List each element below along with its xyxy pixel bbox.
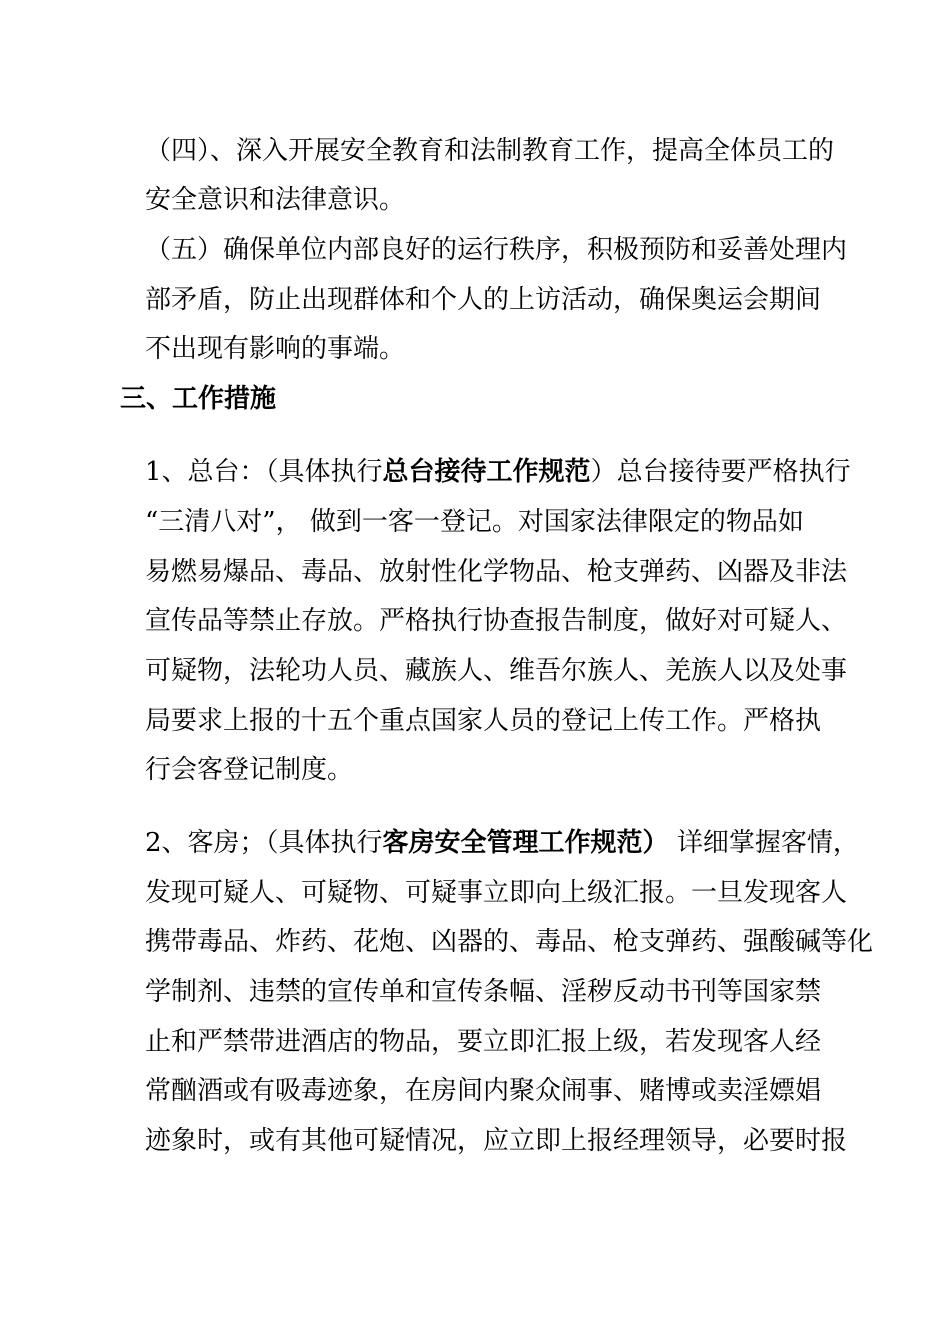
para2-line-3: 携带毒品、炸药、花炮、凶器的、毒品、枪支弹药、强酸碱等化: [145, 927, 874, 957]
para1-line-6: 局要求上报的十五个重点国家人员的登记上传工作。严格执: [145, 706, 822, 736]
item5-line-1: （五）确保单位内部良好的运行秩序，积极预防和妥善处理内: [145, 235, 848, 265]
para1-bold-title: 总台接待工作规范: [382, 457, 591, 487]
item5-line-2: 部矛盾，防止出现群体和个人的上访活动，确保奥运会期间: [145, 285, 822, 315]
para2-suffix: 详细掌握客情，: [668, 828, 859, 858]
item4-line-2: 安全意识和法律意识。: [145, 185, 406, 215]
para1-prefix: 1、总台：（具体执行: [145, 457, 383, 487]
para2-line-5: 止和严禁带进酒店的物品，要立即汇报上级，若发现客人经: [145, 1027, 822, 1057]
section-heading: 三、工作措施: [120, 384, 277, 414]
para2-line-4: 学制剂、违禁的宣传单和宣传条幅、淫秽反动书刊等国家禁: [145, 977, 822, 1007]
para2-line-6: 常酗酒或有吸毒迹象，在房间内聚众闹事、赌博或卖淫嫖娼: [145, 1076, 822, 1106]
para2-prefix: 2、客房；（具体执行: [145, 828, 383, 858]
para2-line-1: [145, 826, 859, 860]
para1-line-1: [145, 455, 851, 489]
para2-bold-title: 客房安全管理工作规范）: [382, 828, 669, 858]
item5-line-3: 不出现有影响的事端。: [145, 334, 406, 364]
item4-line-1: （四）、深入开展安全教育和法制教育工作，提高全体员工的: [145, 136, 835, 166]
para1-line-4: 宣传品等禁止存放。严格执行协查报告制度，做好对可疑人、: [145, 606, 848, 636]
para1-line-7: 行会客登记制度。: [145, 755, 354, 785]
para1-line-2: “三清八对”， 做到一客一登记。对国家法律限定的物品如: [145, 507, 804, 537]
para2-line-7: 迹象时，或有其他可疑情况，应立即上报经理领导，必要时报: [145, 1126, 848, 1156]
para1-suffix: ）总台接待要严格执行: [590, 457, 851, 487]
para2-line-2: 发现可疑人、可疑物、可疑事立即向上级汇报。一旦发现客人: [145, 878, 848, 908]
para1-line-3: 易燃易爆品、毒品、放射性化学物品、枪支弹药、凶器及非法: [145, 557, 848, 587]
para1-line-5: 可疑物，法轮功人员、藏族人、维吾尔族人、羌族人以及处事: [145, 656, 848, 686]
